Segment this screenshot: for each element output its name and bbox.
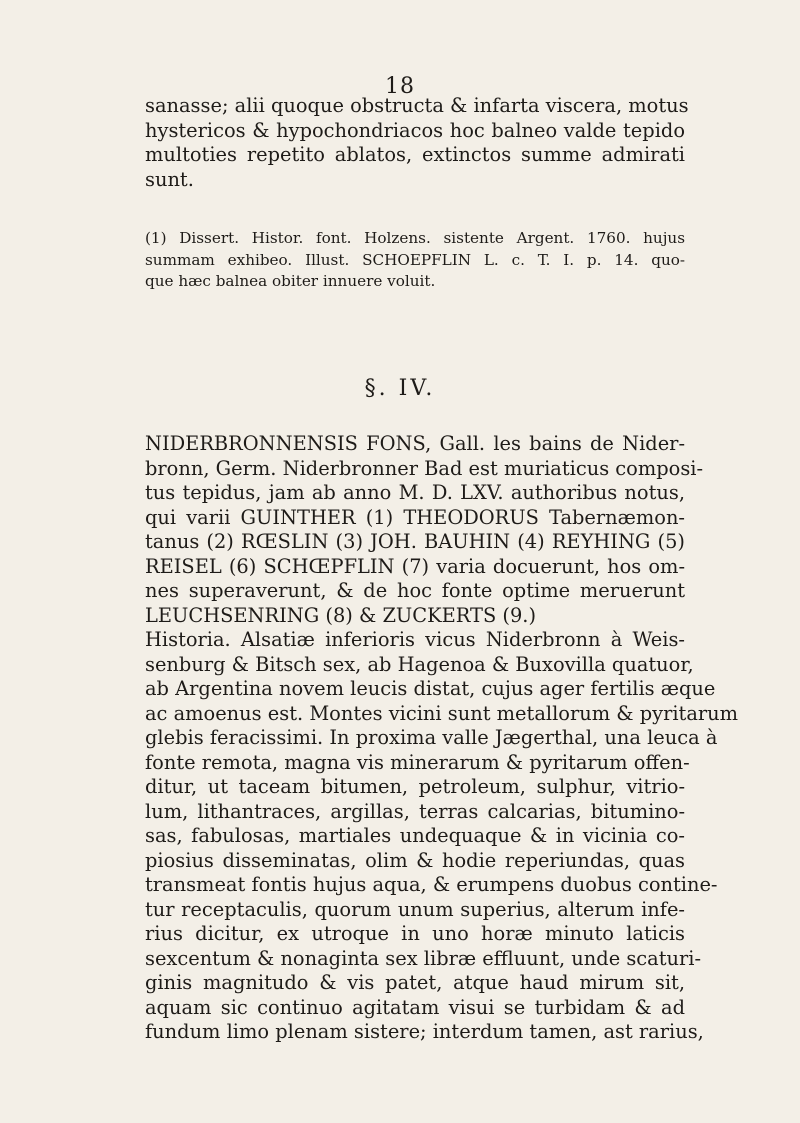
text-line: nes superaverunt, & de hoc fonte optime meruerunt [145, 579, 685, 602]
text-line: rius dicitur, ex utroque in uno horæ minuto laticis [145, 922, 685, 945]
text-line: sunt. [145, 167, 194, 191]
text-line: fonte remota, magna vis minerarum & pyritarum offen- [145, 750, 690, 774]
footnote-line: (1) Dissert. Histor. font. Holzens. sistente Argent. 1760. hujus [145, 229, 685, 247]
text-line: glebis feracissimi. In proxima valle Jægerthal, una leuca à [145, 726, 718, 749]
text-line: bronn, Germ. Niderbronner Bad est muriaticus composi- [145, 456, 704, 480]
text-line: LEUCHSENRING (8) & ZUCKERTS (9.) [145, 603, 537, 627]
text-line: transmeat fontis hujus aqua, & erumpens duobus contine- [145, 873, 718, 896]
text-line: lum, lithantraces, argillas, terras calcarias, bitumino- [145, 799, 685, 823]
text-line: sas, fabulosas, martiales undequaque & in vicinia co- [145, 824, 685, 847]
text-line: ab Argentina novem leucis distat, cujus ager fertilis æque [145, 677, 716, 700]
text-line: fundum limo plenam sistere; interdum tamen, ast rarius, [145, 1020, 704, 1043]
text-line: tanus (2) RŒSLIN (3) JOH. BAUHIN (4) REYHING (5) [145, 530, 685, 553]
paragraph-1 [145, 94, 689, 192]
main-paragraph [145, 432, 739, 1045]
footnote [145, 228, 685, 293]
footnote-line: summam exhibeo. Illust. SCHOEPFLIN L. c. T. I. p. 14. quo- [145, 250, 685, 269]
text-line: qui varii GUINTHER (1) THEODORUS Tabernæmon- [145, 505, 685, 529]
text-line: tus tepidus, jam ab anno M. D. LXV. authoribus notus, [145, 481, 685, 504]
text-line: ac amoenus est. Montes vicini sunt metallorum & pyritarum [145, 701, 739, 725]
text-line: piosius disseminatas, olim & hodie reperiundas, quas [145, 848, 685, 872]
page-number: 18 [385, 74, 415, 99]
text-line: Historia. Alsatiæ inferioris vicus Niderbronn à Weis- [145, 628, 685, 651]
text-line: REISEL (6) SCHŒPFLIN (7) varia docuerunt, hos om- [145, 554, 685, 578]
section-heading: §. IV. [364, 376, 436, 401]
text-line: sexcentum & nonaginta sex libræ effluunt, unde scaturi- [145, 946, 702, 970]
text-line: multoties repetito ablatos, extinctos summe admirati [145, 143, 685, 166]
text-line: hystericos & hypochondriacos hoc balneo valde tepido [145, 118, 685, 142]
text-line: ginis magnitudo & vis patet, atque haud mirum sit, [145, 971, 685, 994]
text-line: NIDERBRONNENSIS FONS, Gall. les bains de Nider- [145, 432, 685, 455]
text-line: aquam sic continuo agitatam visui se turbidam & ad [145, 995, 685, 1019]
text-line: senburg & Bitsch sex, ab Hagenoa & Buxovilla quatuor, [145, 652, 694, 676]
text-line: ditur, ut taceam bitumen, petroleum, sulphur, vitrio- [145, 775, 685, 798]
text-line: sanasse; alii quoque obstructa & infarta viscera, motus [145, 94, 689, 117]
text-line: tur receptaculis, quorum unum superius, alterum infe- [145, 897, 685, 921]
footnote-line: que hæc balnea obiter innuere voluit. [145, 272, 436, 290]
